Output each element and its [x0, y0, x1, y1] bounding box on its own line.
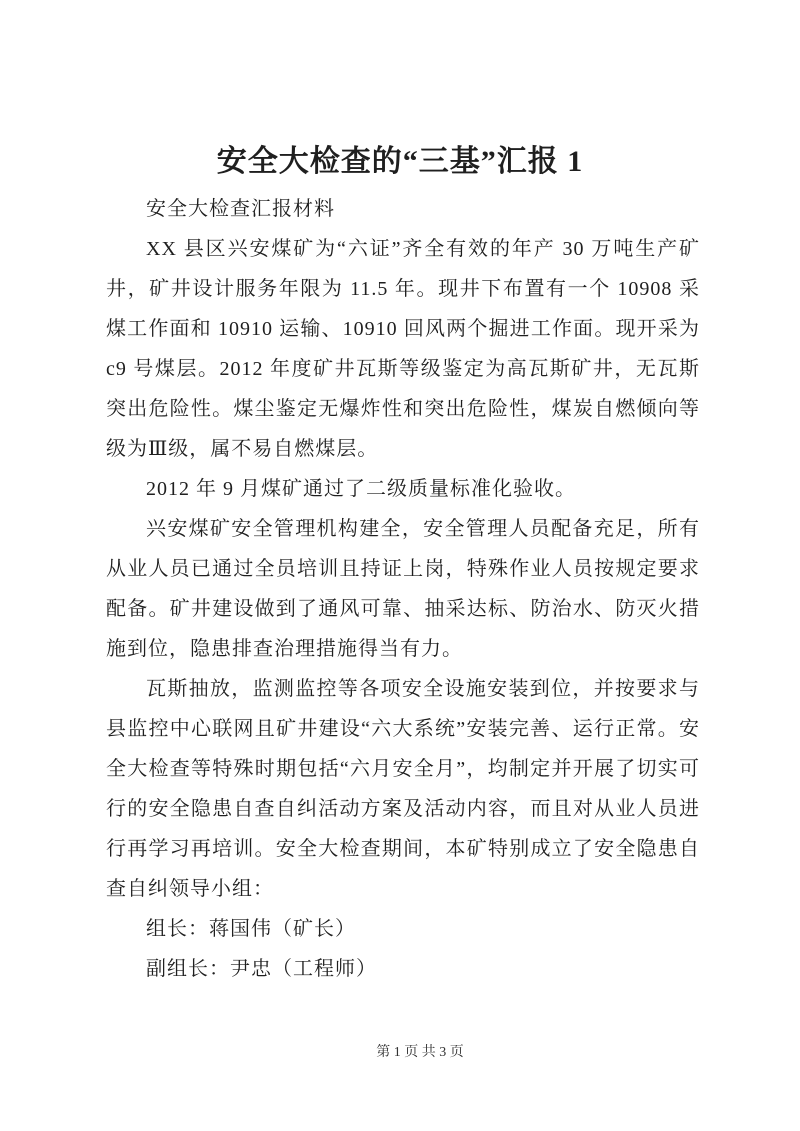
paragraph-lead: 安全大检查汇报材料 [146, 198, 335, 220]
page-footer [40, 1040, 800, 1066]
paragraph-acceptance: 2012 年 9 月煤矿通过了二级质量标准化验收。 [146, 478, 576, 500]
page-number-label: 第 1 页 共 3 页 [376, 1045, 464, 1060]
paragraph-monitoring-systems: 瓦斯抽放，监测监控等各项安全设施安装到位，并按要求与县监控中心联网且矿井建设“六大系统”安装完善、运行正常。安全大检查等特殊时期包括“六月安全月”，均制定并开展了切实可行的安全隐患自查自纠活动方案及活动内容，而且对从业人员进行再学习再培训。安全大检查期间，本矿特别成立了安全隐患自查自纠领导小组： [106, 678, 700, 900]
paragraph-safety-management: 兴安煤矿安全管理机构建全，安全管理人员配备充足，所有从业人员已通过全员培训且持证上岗，特殊作业人员按规定要求配备。矿井建设做到了通风可靠、抽采达标、防治水、防灭火措施到位，隐患排查治理措施得当有力。 [106, 518, 700, 660]
document-body [106, 189, 700, 989]
paragraph-mine-overview: XX 县区兴安煤矿为“六证”齐全有效的年产 30 万吨生产矿井，矿井设计服务年限为 11.5 年。现井下布置有一个 10908 采煤工作面和 10910 运输、10910 回风两个掘进工作面。现开采为 c9 号煤层。2012 年度矿井瓦斯等级鉴定为高瓦斯矿井，无瓦斯突出危险性。煤尘鉴定无爆炸性和突出危险性，煤炭自燃倾向等级为Ⅲ级，属不易自燃煤层。 [106, 238, 700, 460]
paragraph-group-leader: 组长：蒋国伟（矿长） [146, 918, 356, 940]
document-title: 安全大检查的“三基”汇报 1 [216, 145, 584, 178]
paragraph-deputy-leader: 副组长：尹忠（工程师） [146, 958, 377, 980]
